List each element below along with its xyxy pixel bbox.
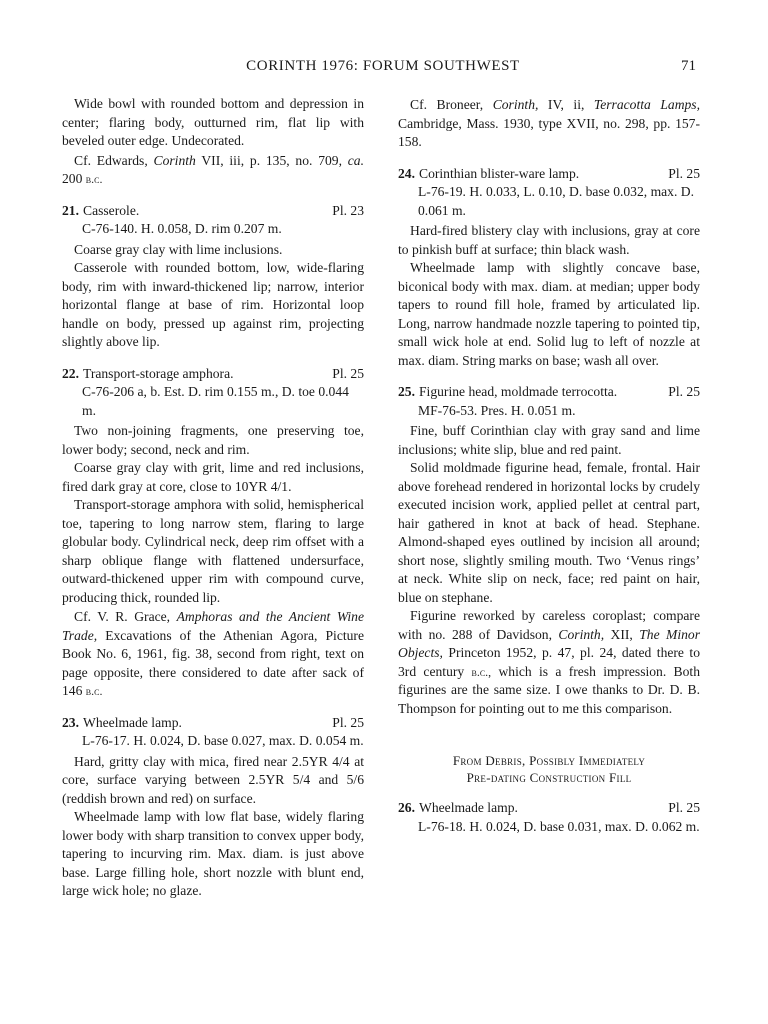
entry-heading bbox=[398, 383, 700, 402]
right-column bbox=[398, 95, 700, 838]
inventory-line: L-76-17. H. 0.024, D. base 0.027, max. D. 0.054 m. bbox=[82, 733, 364, 748]
catalogue-entry-21 bbox=[62, 202, 364, 352]
entry-heading bbox=[62, 365, 364, 384]
plate-reference: Pl. 25 bbox=[332, 365, 364, 381]
section-heading: From Debris, Possibly Immediately Pre-dating Construction Fill bbox=[452, 753, 646, 785]
catalogue-entry-24 bbox=[398, 165, 700, 371]
comparison-reference: Cf. V. R. Grace, Amphoras and the Ancient Wine Trade, Excavations of the Athenian Agora, Picture Book No. 6, 1961, fig. 38, second from right, text on page opposite, there considered to date after sack of 146 b.c. bbox=[62, 609, 364, 698]
entry-title: Wheelmade lamp. bbox=[419, 800, 518, 815]
entry-number: 25. bbox=[398, 384, 415, 399]
fabric-description: Coarse gray clay with lime inclusions. bbox=[74, 241, 283, 257]
entry-title: Wheelmade lamp. bbox=[83, 714, 182, 730]
form-description: Wheelmade lamp with low flat base, widely flaring lower body with sharp transition to convex upper body, tapering to incurving rim. Max. diam. is just above base. Large filling hole, short nozzle with blunt end, large wick hole; no glaze. bbox=[62, 809, 364, 898]
fabric-description: Fine, buff Corinthian clay with gray sand and lime inclusions; white slip, blue and red paint. bbox=[398, 423, 700, 457]
entry-heading bbox=[398, 165, 700, 184]
left-column bbox=[62, 95, 364, 901]
form-description: Wheelmade lamp with slightly concave base, biconical body with max. diam. at median; upper body tapers to round fill hole, framed by articulated lip. Long, narrow handmade nozzle tapering to pointed tip, small wick hole at end. Solid lug to left of nozzle at max. diam. String marks on base; wash all over. bbox=[398, 260, 700, 368]
catalogue-entry-23 bbox=[62, 714, 364, 901]
inventory-line: C-76-206 a, b. Est. D. rim 0.155 m., D. toe 0.044 m. bbox=[82, 384, 349, 418]
catalogue-entry-26 bbox=[398, 799, 700, 836]
entry-title: Casserole. bbox=[83, 202, 140, 218]
page-header bbox=[62, 58, 704, 80]
continued-reference: Cf. Edwards, Corinth VII, iii, p. 135, no. 709, ca. 200 b.c. bbox=[62, 152, 364, 186]
entry-title: Corinthian blister-ware lamp. bbox=[419, 165, 580, 181]
entry-number: 22. bbox=[62, 365, 79, 381]
entry-title: Figurine head, moldmade terrocotta. bbox=[419, 384, 618, 399]
fabric-description: Hard, gritty clay with mica, fired near 2.5YR 4/4 at core, surface varying between 2.5YR 5/4 and 5/6 (reddish brown and red) on surface. bbox=[62, 753, 364, 806]
comparison-note: Figurine reworked by careless coroplast; compare with no. 288 of Davidson, Corinth, XII, The Minor Objects, Princeton 1952, p. 47, pl. 24, dated there to 3rd century b.c., which is a fresh impression. Both figurines are the same size. I owe thanks to Dr. D. B. Thompson for pointing out to me this comparison. bbox=[398, 608, 700, 716]
entry-number: 26. bbox=[398, 800, 415, 815]
continued-description: Wide bowl with rounded bottom and depression in center; flaring body, outturned rim, flat lip with beveled outer edge. Undecorated. bbox=[62, 96, 364, 148]
page-number: 71 bbox=[681, 58, 696, 74]
inventory-line: MF-76-53. Pres. H. 0.051 m. bbox=[418, 402, 576, 418]
running-head: CORINTH 1976: FORUM SOUTHWEST bbox=[246, 58, 520, 74]
entry-number: 24. bbox=[398, 165, 415, 181]
preservation-description: Two non-joining fragments, one preserving toe, lower body; second, neck and rim. bbox=[62, 423, 364, 457]
inventory-line: L-76-19. H. 0.033, L. 0.10, D. base 0.032, max. D. 0.061 m. bbox=[418, 184, 694, 218]
continued-reference: Cf. Broneer, Corinth, IV, ii, Terracotta Lamps, Cambridge, Mass. 1930, type XVII, no. 298, pp. 157-158. bbox=[398, 97, 700, 149]
plate-reference: Pl. 25 bbox=[668, 800, 700, 815]
catalogue-entry-22 bbox=[62, 365, 364, 701]
entry-heading bbox=[398, 799, 700, 818]
inventory-line: C-76-140. H. 0.058, D. rim 0.207 m. bbox=[82, 221, 282, 236]
plate-reference: Pl. 25 bbox=[668, 384, 700, 399]
plate-reference: Pl. 23 bbox=[332, 202, 364, 218]
form-description: Transport-storage amphora with solid, hemispherical toe, tapering to long narrow stem, flaring to large globular body. Cylindrical neck, deep rim offset with a sharp oblique flange with flattened undersurface, outward-thickened upper rim with compound curve, producing thick, rounded lip. bbox=[62, 497, 364, 605]
entry-title: Transport-storage amphora. bbox=[83, 365, 234, 381]
form-description: Solid moldmade figurine head, female, frontal. Hair above forehead rendered in horizontal locks by crudely executed incision work, applied pellet at central part, hair gathered in knot at back of head. Stephane. Almond-shaped eyes outlined by incision all around; short nose, slightly smiling mouth. Two ‘Venus rings’ at neck. White slip on neck, face; red paint on hair, blue on stephane. bbox=[398, 460, 700, 605]
form-description: Casserole with rounded bottom, low, wide-flaring body, rim with inward-thickened lip; narrow, interior horizontal flange at base of rim. Horizontal loop handle on body, pressed up against rim, projecting slightly above lip. bbox=[62, 260, 364, 349]
fabric-description: Coarse gray clay with grit, lime and red inclusions, fired dark gray at core, close to 10YR 4/1. bbox=[62, 460, 364, 494]
catalogue-entry-25 bbox=[398, 383, 700, 718]
fabric-description: Hard-fired blistery clay with inclusions, gray at core to pinkish buff at surface; thin black wash. bbox=[398, 223, 700, 257]
plate-reference: Pl. 25 bbox=[332, 714, 364, 730]
inventory-line: L-76-18. H. 0.024, D. base 0.031, max. D. 0.062 m. bbox=[418, 818, 700, 834]
entry-heading bbox=[62, 202, 364, 221]
entry-number: 23. bbox=[62, 714, 79, 730]
entry-heading bbox=[62, 714, 364, 733]
plate-reference: Pl. 25 bbox=[668, 165, 700, 181]
entry-number: 21. bbox=[62, 202, 79, 218]
